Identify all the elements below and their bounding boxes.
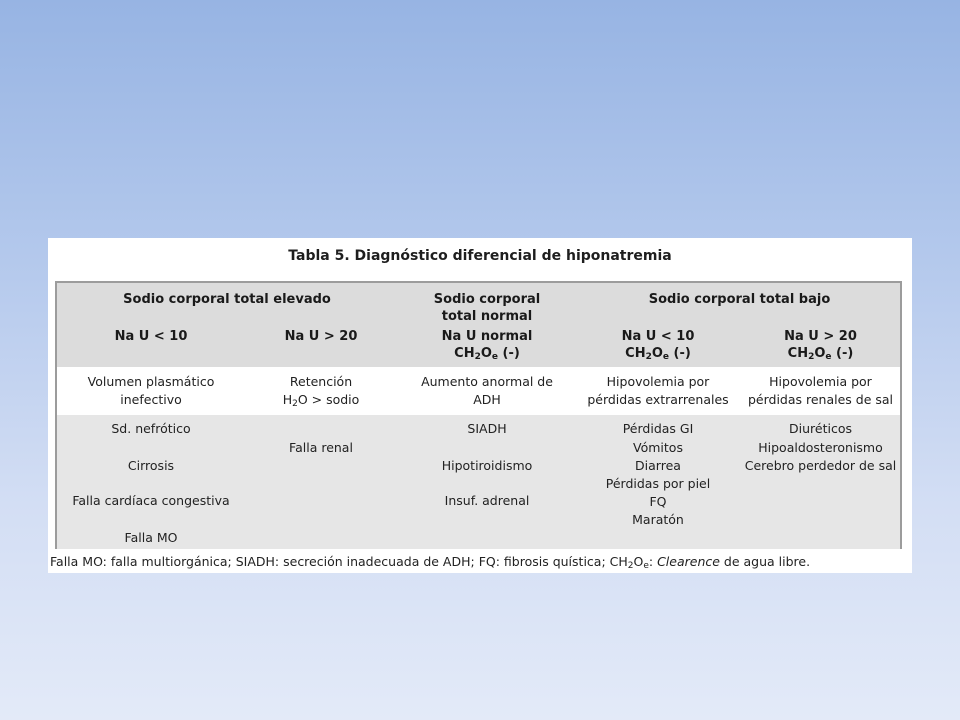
header-sodio-normal-line2: total normal (441, 309, 533, 324)
header-sodio-normal-line1: Sodio corporal (433, 292, 541, 307)
list-item: Cerebro perdedor de sal (744, 458, 897, 473)
subheader-col2: Na U > 20 (284, 329, 358, 344)
header-sodio-bajo: Sodio corporal total bajo (648, 292, 831, 307)
row1-col5-line1: Hipovolemia por (769, 374, 872, 389)
subheader-col5: Na U > 20 (784, 329, 857, 344)
list-item: Falla cardíaca congestiva (72, 493, 230, 508)
list-item: SIADH (467, 421, 507, 436)
subheader-col3-ch2o: $CH_2O_e$ (-) (454, 346, 520, 362)
subheader-col4: Na U < 10 (621, 329, 695, 344)
list-item: Diarrea (635, 458, 681, 473)
list-item: Falla renal (289, 440, 353, 455)
diagnosis-table (55, 281, 902, 549)
list-item: Pérdidas por piel (605, 476, 711, 491)
list-item: Vómitos (633, 440, 683, 455)
row1-col1-line2: inefectivo (120, 392, 182, 407)
list-item: Hipoaldosteronismo (758, 440, 883, 455)
header-sodio-elevado: Sodio corporal total elevado (123, 292, 331, 307)
subheader-col3: Na U normal (441, 329, 533, 344)
subheader-col4-ch2o: $CH_2O_e$ (-) (625, 346, 691, 362)
list-item: Pérdidas GI (622, 421, 694, 436)
row1-col4-line1: Hipovolemia por (606, 374, 710, 389)
table-title: Tabla 5. Diagnóstico diferencial de hiponatremia (288, 248, 672, 264)
list-item: Insuf. adrenal (444, 493, 530, 508)
list-item: FQ (649, 494, 667, 509)
table-card (48, 238, 912, 573)
row1-col2-line2: $H_2O$ > sodio (282, 392, 360, 409)
list-item: Maratón (632, 512, 684, 527)
subheader-col5-ch2o: $CH_2O_e$ (-) (787, 346, 854, 362)
row1-col1-line1: Volumen plasmático (87, 374, 215, 389)
list-item: Falla MO (124, 530, 178, 545)
row1-col3-line2: ADH (473, 392, 501, 407)
row1-col4-line2: pérdidas extrarrenales (587, 392, 729, 407)
row1-col2-line1: Retención (289, 374, 353, 389)
table-footnote: Falla MO: falla multiorgánica; SIADH: secreción inadecuada de ADH; FQ: fibrosis quística; $CH_2O_e$: Clearence de agua libre. (50, 554, 811, 571)
list-item: Hipotiroidismo (441, 458, 533, 473)
row1-col3-line1: Aumento anormal de (421, 374, 553, 389)
list-item: Sd. nefrótico (111, 421, 191, 436)
row1-col5-line2: pérdidas renales de sal (747, 392, 894, 407)
list-item: Cirrosis (127, 458, 175, 473)
subheader-col1: Na U < 10 (114, 329, 188, 344)
list-item: Diuréticos (789, 421, 852, 436)
